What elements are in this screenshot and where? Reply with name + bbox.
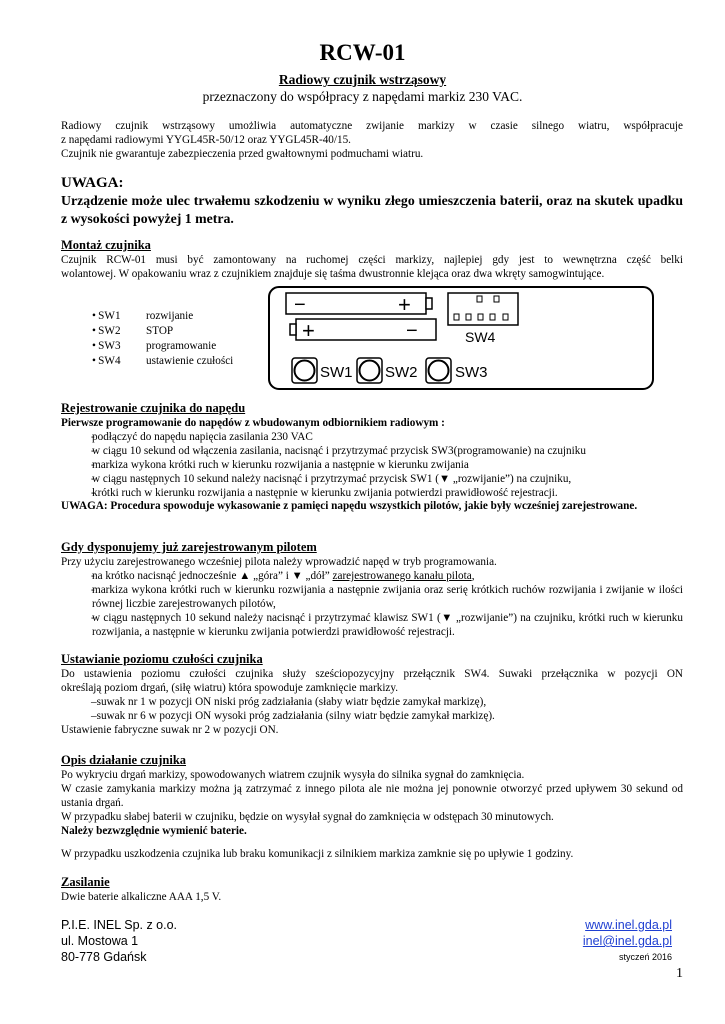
intro-line-3: Czujnik nie gwarantuje zabezpieczenia przed gwałtownymi podmuchami wiatru. — [61, 148, 424, 160]
list-item: –suwak nr 6 w pozycji ON wysoki próg zadziałania (silny wiatr będzie zamykał markizę). — [91, 710, 495, 722]
website-link[interactable]: www.inel.gda.pl — [585, 918, 672, 932]
operation-line-4: Należy bezwzględnie wymienić baterie. — [61, 825, 247, 837]
sw2-button[interactable] — [357, 358, 382, 383]
svg-text:+: + — [302, 318, 315, 343]
switch-list-item: • SW1 rozwijanie — [92, 310, 194, 322]
operation-paragraph — [61, 768, 683, 861]
operation-heading: Opis działanie czujnika — [61, 753, 187, 767]
sensitivity-paragraph — [61, 667, 683, 737]
sw3-button[interactable] — [426, 358, 451, 383]
email-link[interactable]: inel@inel.gda.pl — [582, 934, 672, 948]
operation-line-3: W przypadku słabej baterii w czujniku, będzie on wysyłał sygnał do zamknięcia w odstępach 30 minutowych. — [61, 811, 554, 823]
registration-warning: UWAGA: Procedura spowoduje wykasowanie z pamięci napędu wszystkich pilotów, jakie były wcześniej zarejestrowane. — [61, 500, 638, 512]
registration-steps — [61, 430, 683, 500]
operation-line-2: W czasie zamykania markizy można ją zatrzymać z innego pilota ale nie można jej ponownie otworzyć przed upływem 30 sekund od ustania drgań. — [61, 783, 683, 809]
document-title: RCW-01 — [319, 40, 406, 65]
sw4-dip-switch[interactable] — [448, 293, 518, 325]
switch-list-item: • SW3 programowanie — [92, 340, 217, 352]
switch-list-item: • SW2 STOP — [92, 325, 174, 337]
mounting-paragraph — [61, 253, 683, 281]
switch-list-item: • SW4 ustawienie czułości — [92, 355, 234, 367]
list-item: - podłączyć do napędu napięcia zasilania 230 VAC — [61, 430, 683, 444]
registration-subheading: Pierwsze programowanie do napędów z wbudowanym odbiornikiem radiowym : — [61, 417, 445, 429]
sw1-button[interactable] — [292, 358, 317, 383]
switch-list — [92, 309, 233, 369]
svg-text:−: − — [294, 294, 306, 316]
svg-text:−: − — [406, 320, 418, 342]
list-item: - markiza wykona krótki ruch w kierunku rozwijania a następnie zwijania oraz serię krótkich ruchów rozwijania i zwijanie w ilości równej liczbie zarejestrowanych pilotów, — [61, 583, 683, 611]
footer-city: 80-778 Gdańsk — [61, 950, 147, 964]
sensitivity-line-1: Do ustawienia poziomu czułości czujnika służy sześciopozycyjny przełącznik SW4. Suwaki przełącznika w pozycji ON — [61, 668, 683, 680]
sensor-board-diagram — [268, 286, 654, 390]
sw3-label: SW3 — [455, 364, 488, 381]
sw4-label: SW4 — [465, 329, 496, 345]
intro-line-1: Radiowy czujnik wstrząsowy umożliwia automatyczne zwijanie markizy w czasie silnego wiatru, współpracuje — [61, 120, 683, 132]
intro-line-2: z napędami radiowymi YYGL45R-50/12 oraz YYGL45R-40/15. — [61, 134, 351, 146]
sensitivity-line-2: określają poziom drgań, (siłę wiatru) która spowoduje zamknięcie markizy. — [61, 682, 399, 694]
power-text: Dwie baterie alkaliczne AAA 1,5 V. — [61, 891, 222, 903]
list-item: - krótki ruch w kierunku rozwijania a następnie w kierunku zwijania potwierdzi prawidłowość rejestracji. — [61, 486, 683, 500]
document-subtitle: Radiowy czujnik wstrząsowy — [278, 72, 447, 87]
battery-icon — [290, 318, 436, 343]
pilot-heading: Gdy dysponujemy już zarejestrowanym pilotem — [61, 540, 317, 554]
page-number: 1 — [676, 966, 683, 981]
power-heading: Zasilanie — [61, 875, 110, 889]
footer-company: P.I.E. INEL Sp. z o.o. — [61, 918, 178, 932]
intro-paragraph — [61, 119, 683, 161]
warning-heading: UWAGA: — [61, 175, 124, 191]
list-item: - na krótko nacisnąć jednocześnie ▲ „góra” i ▼ „dół” zarejestrowanego kanału pilota, — [61, 569, 683, 583]
warning-text: Urządzenie może ulec trwałemu szkodzeniu w wyniku złego umieszczenia baterii, oraz na skutek upadku z wysokości powyżej 1 metra. — [61, 193, 683, 226]
sw2-label: SW2 — [385, 364, 418, 381]
list-item: - markiza wykona krótki ruch w kierunku rozwijania a następnie w kierunku zwijania — [61, 458, 683, 472]
footer-date: styczeń 2016 — [618, 952, 672, 962]
document-subtitle-description: przeznaczony do współpracy z napędami markiz 230 VAC. — [202, 89, 523, 104]
sw1-label: SW1 — [320, 364, 353, 381]
list-item: - w ciągu 10 sekund od włączenia zasilania, nacisnąć i przytrzymać przycisk SW3(programowanie) na czujniku — [61, 444, 683, 458]
mounting-line-1: Czujnik RCW-01 musi być zamontowany na ruchomej części markizy, najlepiej gdy jest to wewnętrzna część belki — [61, 254, 683, 266]
pilot-intro: Przy użyciu zarejestrowanego wcześniej pilota należy wprowadzić napęd w tryb programowania. — [61, 556, 497, 568]
sensitivity-heading: Ustawianie poziomu czułości czujnika — [61, 652, 263, 666]
channel-reference: zarejestrowanego kanału pilota — [332, 570, 472, 582]
mounting-heading: Montaż czujnika — [61, 238, 151, 252]
operation-line-1: Po wykryciu drgań markizy, spowodowanych wiatrem czujnik wysyła do silnika sygnał do zamknięcia. — [61, 769, 525, 781]
list-item: –suwak nr 1 w pozycji ON niski próg zadziałania (słaby wiatr będzie zamykał markizę), — [91, 696, 487, 708]
pilot-steps — [61, 569, 683, 639]
sensitivity-factory: Ustawienie fabryczne suwak nr 2 w pozycji ON. — [61, 724, 279, 736]
operation-line-5: W przypadku uszkodzenia czujnika lub braku komunikacji z silnikiem markiza zamknie się po upływie 1 godziny. — [61, 848, 574, 860]
footer-street: ul. Mostowa 1 — [61, 934, 139, 948]
battery-icon — [286, 292, 432, 317]
mounting-line-2: wolantowej. W opakowaniu wraz z czujnikiem znajduje się taśma dwustronnie klejąca oraz dwa wkręty samogwintujące. — [61, 268, 605, 280]
svg-text:+: + — [398, 292, 411, 317]
list-item: - w ciągu następnych 10 sekund należy nacisnąć i przytrzymać klawisz SW1 (▼ „rozwijanie”) na czujniku, krótki ruch w kierunku rozwijania, a następnie w kierunku zwijania potwierdzi prawidłowość rejestracji. — [61, 611, 683, 639]
registration-heading: Rejestrowanie czujnika do napędu — [61, 401, 246, 415]
list-item: - w ciągu następnych 10 sekund należy nacisnąć i przytrzymać przycisk SW1 (▼ „rozwijanie”) na czujniku, — [61, 472, 683, 486]
